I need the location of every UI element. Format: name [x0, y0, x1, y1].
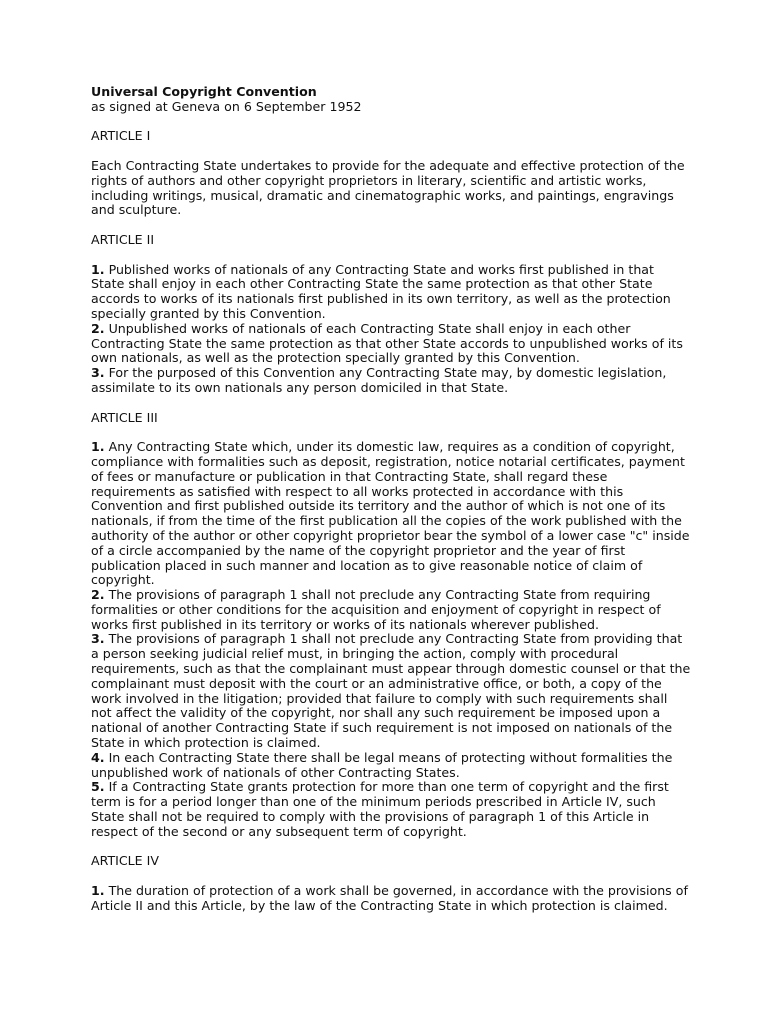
document-title: Universal Copyright Convention: [91, 84, 317, 99]
article-3-clause-3: [91, 632, 691, 750]
clause-text: Any Contracting State which, under its domestic law, requires as a condition of copyright, compliance with formalities such as deposit, registration, notice notarial certificates, payment of fees or manufacture or publication in that Contracting State, shall regard these requirements as satisfied with respect to all works protected in accordance with this Convention and first published outside its territory and the author of which is not one of its nationals, if from the time of the first publication all the copies of the work published with the authority of the author or other copyright proprietor bear the symbol of a lower case "c" inside of a circle accompanied by the name of the copyright proprietor and the year of first publication placed in such manner and location as to give reasonable notice of claim of copyright.: [91, 439, 690, 588]
article-3-clauses: [91, 440, 691, 840]
article-3-clause-1: [91, 440, 691, 588]
clause-text: The provisions of paragraph 1 shall not preclude any Contracting State from requiring formalities or other conditions for the acquisition and enjoyment of copyright in respect of works first published in its territory or works of its nationals wherever published.: [91, 587, 661, 632]
clause-text: In each Contracting State there shall be legal means of protecting without formalities the unpublished work of nationals of other Contracting States.: [91, 749, 673, 780]
article-1-heading: ARTICLE I: [91, 128, 151, 144]
article-2-clause-1: [91, 263, 691, 322]
clause-number: 4.: [91, 749, 105, 765]
clause-number: 1.: [91, 883, 105, 899]
clause-number: 1.: [91, 439, 105, 455]
article-3-clause-4: [91, 751, 691, 781]
clause-text: For the purposed of this Convention any Contracting State may, by domestic legislation, assimilate to its own nationals any person domiciled in that State.: [91, 365, 667, 395]
article-2-clauses: [91, 263, 691, 396]
article-2-heading: ARTICLE II: [91, 231, 155, 247]
clause-number: 1.: [91, 261, 105, 277]
clause-number: 3.: [91, 365, 105, 381]
clause-text: If a Contracting State grants protection for more than one term of copyright and the first term is for a period longer than one of the minimum periods prescribed in Article IV, such State shall not be required to comply with the provisions of paragraph 1 of this Article in respect of the second or any subsequent term of copyright.: [91, 779, 669, 839]
article-4-heading: ARTICLE IV: [91, 853, 159, 869]
clause-number: 3.: [91, 631, 105, 647]
article-3-clause-2: [91, 588, 691, 632]
article-3-clause-5: [91, 780, 691, 839]
article-2-clause-3: [91, 366, 691, 396]
article-1-paragraph: Each Contracting State undertakes to provide for the adequate and effective protection of the rights of authors and other copyright proprietors in literary, scientific and artistic works, including writings, musical, dramatic and cinematographic works, and paintings, engravings and sculpture.: [91, 157, 685, 218]
clause-number: 2.: [91, 587, 105, 603]
clause-text: The provisions of paragraph 1 shall not preclude any Contracting State from providing that a person seeking judicial relief must, in bringing the action, comply with procedural requirements, such as that the complainant must appear through domestic counsel or that the complainant must deposit with the court or an administrative office, or both, a copy of the work involved in the litigation; provided that failure to comply with such requirements shall not affect the validity of the copyright, nor shall any such requirement be imposed upon a national of another Contracting State if such requirement is not imposed on nationals of the State in which protection is claimed.: [91, 631, 691, 751]
article-4-clause-1: [91, 884, 691, 914]
document-subtitle: as signed at Geneva on 6 September 1952: [91, 98, 362, 114]
clause-text: The duration of protection of a work shall be governed, in accordance with the provisions of Article II and this Article, by the law of the Contracting State in which protection is claimed.: [91, 883, 688, 913]
clause-text: Published works of nationals of any Contracting State and works first published in that State shall enjoy in each other Contracting State the same protection as that other State accords to works of its nationals first published in its own territory, as well as the protection specially granted by this Convention.: [91, 261, 671, 321]
article-2-clause-2: [91, 322, 691, 366]
document-page: [91, 85, 691, 928]
article-3-heading: ARTICLE III: [91, 409, 158, 425]
article-4-clauses: [91, 884, 691, 914]
clause-number: 5.: [91, 779, 105, 795]
clause-text: Unpublished works of nationals of each Contracting State shall enjoy in each other Contracting State the same protection as that other State accords to unpublished works of its own nationals, as well as the protection specially granted by this Convention.: [91, 320, 683, 366]
clause-number: 2.: [91, 320, 105, 336]
